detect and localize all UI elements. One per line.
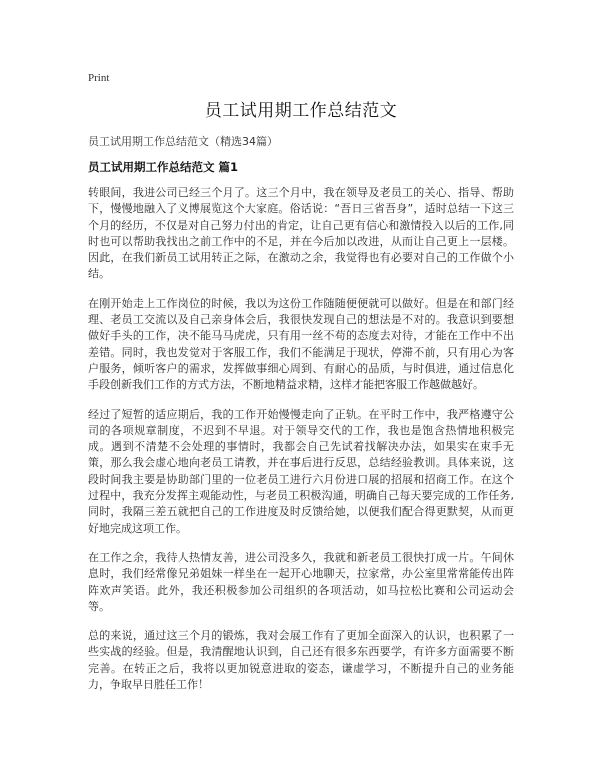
paragraph-5: 总的来说，通过这三个月的锻炼，我对会展工作有了更加全面深入的认识，也积累了一些实战的经验。但是，我清醒地认识到，自己还有很多东西要学，有许多方面需要不断完善。在转正之后，我将以更加锐意进取的姿态，谦虚学习，不断提升自己的业务能力，争取早日胜任工作！ bbox=[88, 629, 514, 692]
section-heading: 员工试用期工作总结范文 篇1 bbox=[88, 160, 239, 174]
print-link[interactable]: Print bbox=[88, 72, 110, 84]
paragraph-4: 在工作之余，我待人热情友善，进公司没多久，我就和新老员工很快打成一片。午间休息时，我们经常像兄弟姐妹一样坐在一起开心地聊天，拉家常，办公室里常常能传出阵阵欢声笑语。此外，我还积极参加公司组织的各项活动，如马拉松比赛和公司运动会等。 bbox=[88, 550, 514, 613]
document-title: 员工试用期工作总结范文 bbox=[204, 101, 398, 121]
paragraph-2: 在刚开始走上工作岗位的时候，我以为这份工作随随便便就可以做好。但是在和部门经理、老员工交流以及自己亲身体会后，我很快发现自己的想法是不对的。我意识到要想做好手头的工作，决不能马马虎虎，只有用一丝不苟的态度去对待，才能在工作中不出差错。同时，我也发觉对于客服工作，我们不能满足于现状，停滞不前，只有用心为客户服务，倾听客户的需求，发挥做事细心周到、有耐心的品质，与时俱进，通过信息化手段创新我们工作的方式方法，不断地精益求精，这样才能把客服工作越做越好。 bbox=[88, 296, 514, 392]
document-subtitle: 员工试用期工作总结范文（精选34篇） bbox=[88, 135, 278, 148]
paragraph-1: 转眼间，我进公司已经三个月了。这三个月中，我在领导及老员工的关心、指导、帮助下，慢慢地融入了义博展览这个大家庭。俗话说：“吾日三省吾身”，适时总结一下这三个月的经历，不仅是对自己努力付出的肯定，让自己更有信心和激情投入以后的工作,同时也可以帮助我找出之前工作中的不足，并在今后加以改进，从而让自己更上一层楼。因此，在我们新员工试用转正之际，在激动之余，我觉得也有必要对自己的工作做个小结。 bbox=[88, 186, 514, 281]
paragraph-3: 经过了短暂的适应期后，我的工作开始慢慢走向了正轨。在平时工作中，我严格遵守公司的各项规章制度，不迟到不早退。对于领导交代的工作，我也是饱含热情地积极完成。遇到不清楚不会处理的事情时，我都会自己先试着找解决办法，如果实在束手无策，那么我会虚心地向老员工请教，并在事后进行反思，总结经验教训。具体来说，这段时间我主要是协助部门里的一位老员工进行六月份进口展的招展和招商工作。在这个过程中，我充分发挥主观能动性，与老员工积极沟通，明确自己每天要完成的工作任务,同时，我隔三差五就把自己的工作进度及时反馈给她，以便我们配合得更默契，从而更好地完成这项工作。 bbox=[88, 407, 514, 535]
document-body bbox=[88, 185, 514, 706]
